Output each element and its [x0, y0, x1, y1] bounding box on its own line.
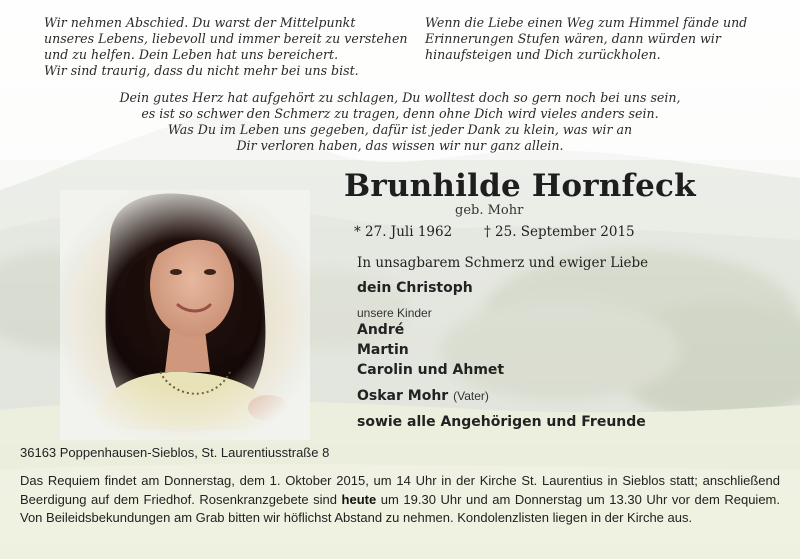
- verse-line: und zu helfen. Dein Leben hat uns bereichert.: [44, 47, 339, 62]
- verse-left: [44, 15, 414, 79]
- verse-line: Dir verloren haben, das wissen wir nur ganz allein.: [236, 138, 564, 153]
- verse-right: [425, 15, 775, 63]
- notice-emphasis: heute: [341, 491, 377, 507]
- verse-line: es ist so schwer den Schmerz zu tragen, denn ohne Dich wird vieles anders sein.: [141, 106, 659, 121]
- death-date: † 25. September 2015: [484, 224, 635, 240]
- child-name: André: [357, 322, 405, 338]
- birth-name: geb. Mohr: [455, 203, 524, 218]
- verse-center: [40, 90, 760, 154]
- verse-line: Wenn die Liebe einen Weg zum Himmel fände und: [425, 15, 748, 30]
- father-name: Oskar Mohr: [357, 388, 449, 404]
- address: 36163 Poppenhausen-Sieblos, St. Laurentiusstraße 8: [20, 445, 330, 460]
- notice-text: Das Requiem findet am Donnerstag, dem 1. Oktober 2015, um 14 Uhr in der Kirche St. Laurentius in Sieblos statt; anschließend Beerdigung auf dem Friedhof. Rosenkranzgebete sind: [20, 473, 780, 507]
- father-line: [357, 388, 489, 404]
- verse-line: Dein gutes Herz hat aufgehört zu schlagen, Du wolltest doch so gern noch bei uns sein,: [119, 90, 681, 105]
- funeral-notice: [20, 472, 780, 528]
- verse-line: Wir sind traurig, dass du nicht mehr bei uns bist.: [44, 63, 359, 78]
- verse-line: Erinnerungen Stufen wären, dann würden wir: [425, 31, 721, 46]
- children-label: unsere Kinder: [357, 306, 432, 320]
- verse-line: unseres Lebens, liebevoll und immer bereit zu verstehen: [44, 31, 408, 46]
- child-name: Carolin und Ahmet: [357, 362, 505, 378]
- mourning-intro: In unsagbarem Schmerz und ewiger Liebe: [357, 255, 649, 271]
- father-note: (Vater): [453, 389, 489, 403]
- verse-line: Was Du im Leben uns gegeben, dafür ist jeder Dank zu klein, was wir an: [167, 122, 633, 137]
- deceased-name: Brunhilde Hornfeck: [344, 168, 696, 204]
- notice-text: um 19.30 Uhr und am Donnerstag um 13.30 Uhr vor dem Requiem. Von Beileidsbekundungen am Grab bitten wir höflichst Abstand zu nehmen. Kondolenzlisten liegen in der Kirche aus.: [20, 491, 780, 526]
- others-line: sowie alle Angehörigen und Freunde: [357, 414, 646, 430]
- verse-line: hinaufsteigen und Dich zurückholen.: [425, 47, 661, 62]
- verse-line: Wir nehmen Abschied. Du warst der Mittelpunkt: [44, 15, 356, 30]
- child-name: Martin: [357, 342, 409, 358]
- birth-date: * 27. Juli 1962: [354, 224, 453, 240]
- partner-name: dein Christoph: [357, 280, 473, 296]
